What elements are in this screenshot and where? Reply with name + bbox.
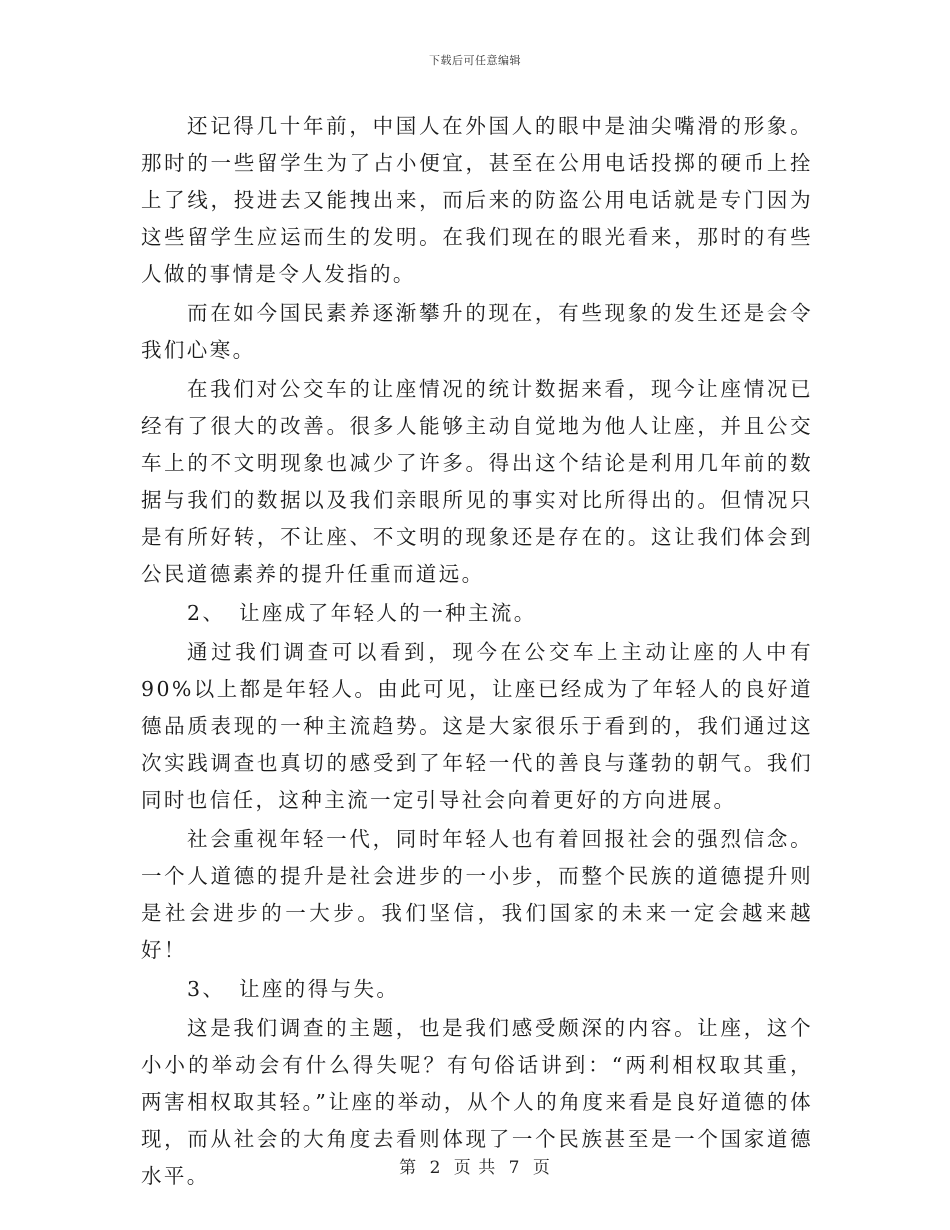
page-footer xyxy=(0,1153,950,1178)
section-number-3: 3、 xyxy=(187,977,226,1001)
document-body xyxy=(141,108,813,1197)
paragraph-3: 在我们对公交车的让座情况的统计数据来看，现今让座情况已经有了很大的改善。很多人能够主动自觉地为他人让座，并且公交车上的不文明现象也减少了许多。得出这个结论是利用几年前的数据与我们的数据以及我们亲眼所见的事实对比所得出的。但情况只是有所好转，不让座、不文明的现象还是存在的。这让我们体会到公民道德素养的提升任重而道远。 xyxy=(141,377,813,586)
section-heading-2 xyxy=(141,595,813,632)
footer-middle: 页 共 xyxy=(453,1158,497,1178)
paragraph-4: 通过我们调查可以看到，现今在公交车上主动让座的人中有90%以上都是年轻人。由此可见，让座已经成为了年轻人的良好道德品质表现的一种主流趋势。这是大家很乐于看到的，我们通过这次实践调查也真切的感受到了年轻一代的善良与蓬勃的朝气。我们同时也信任，这种主流一定引导社会向着更好的方向进展。 xyxy=(141,640,813,812)
header-text: 下载后可任意编辑 xyxy=(429,54,521,67)
section-number-2: 2、 xyxy=(187,601,226,625)
paragraph-5: 社会重视年轻一代，同时年轻人也有着回报社会的强烈信念。一个人道德的提升是社会进步的一小步，而整个民族的道德提升则是社会进步的一大步。我们坚信，我们国家的未来一定会越来越好！ xyxy=(141,827,813,962)
footer-suffix: 页 xyxy=(532,1158,551,1178)
footer-prefix: 第 xyxy=(399,1158,418,1178)
page-header xyxy=(0,52,950,68)
paragraph-6: 这是我们调查的主题，也是我们感受颇深的内容。让座，这个小小的举动会有什么得失呢？有句俗话讲到：“两利相权取其重，两害相权取其轻。”让座的举动，从个人的角度来看是良好道德的体现，而从社会的大角度去看则体现了一个民族甚至是一个国家道德水平。 xyxy=(141,1016,813,1188)
footer-total-pages: 7 xyxy=(508,1158,521,1178)
footer-page-number: 2 xyxy=(429,1158,442,1178)
section-title-3: 让座的得与失。 xyxy=(239,977,400,1001)
paragraph-2: 而在如今国民素养逐渐攀升的现在，有些现象的发生还是会令我们心寒。 xyxy=(141,301,813,362)
section-title-2: 让座成了年轻人的一种主流。 xyxy=(239,601,537,625)
paragraph-1: 还记得几十年前，中国人在外国人的眼中是油尖嘴滑的形象。那时的一些留学生为了占小便宜，甚至在公用电话投掷的硬币上拴上了线，投进去又能拽出来，而后来的防盗公用电话就是专门因为这些留学生应运而生的发明。在我们现在的眼光看来，那时的有些人做的事情是令人发指的。 xyxy=(141,114,813,286)
section-heading-3 xyxy=(141,971,813,1008)
